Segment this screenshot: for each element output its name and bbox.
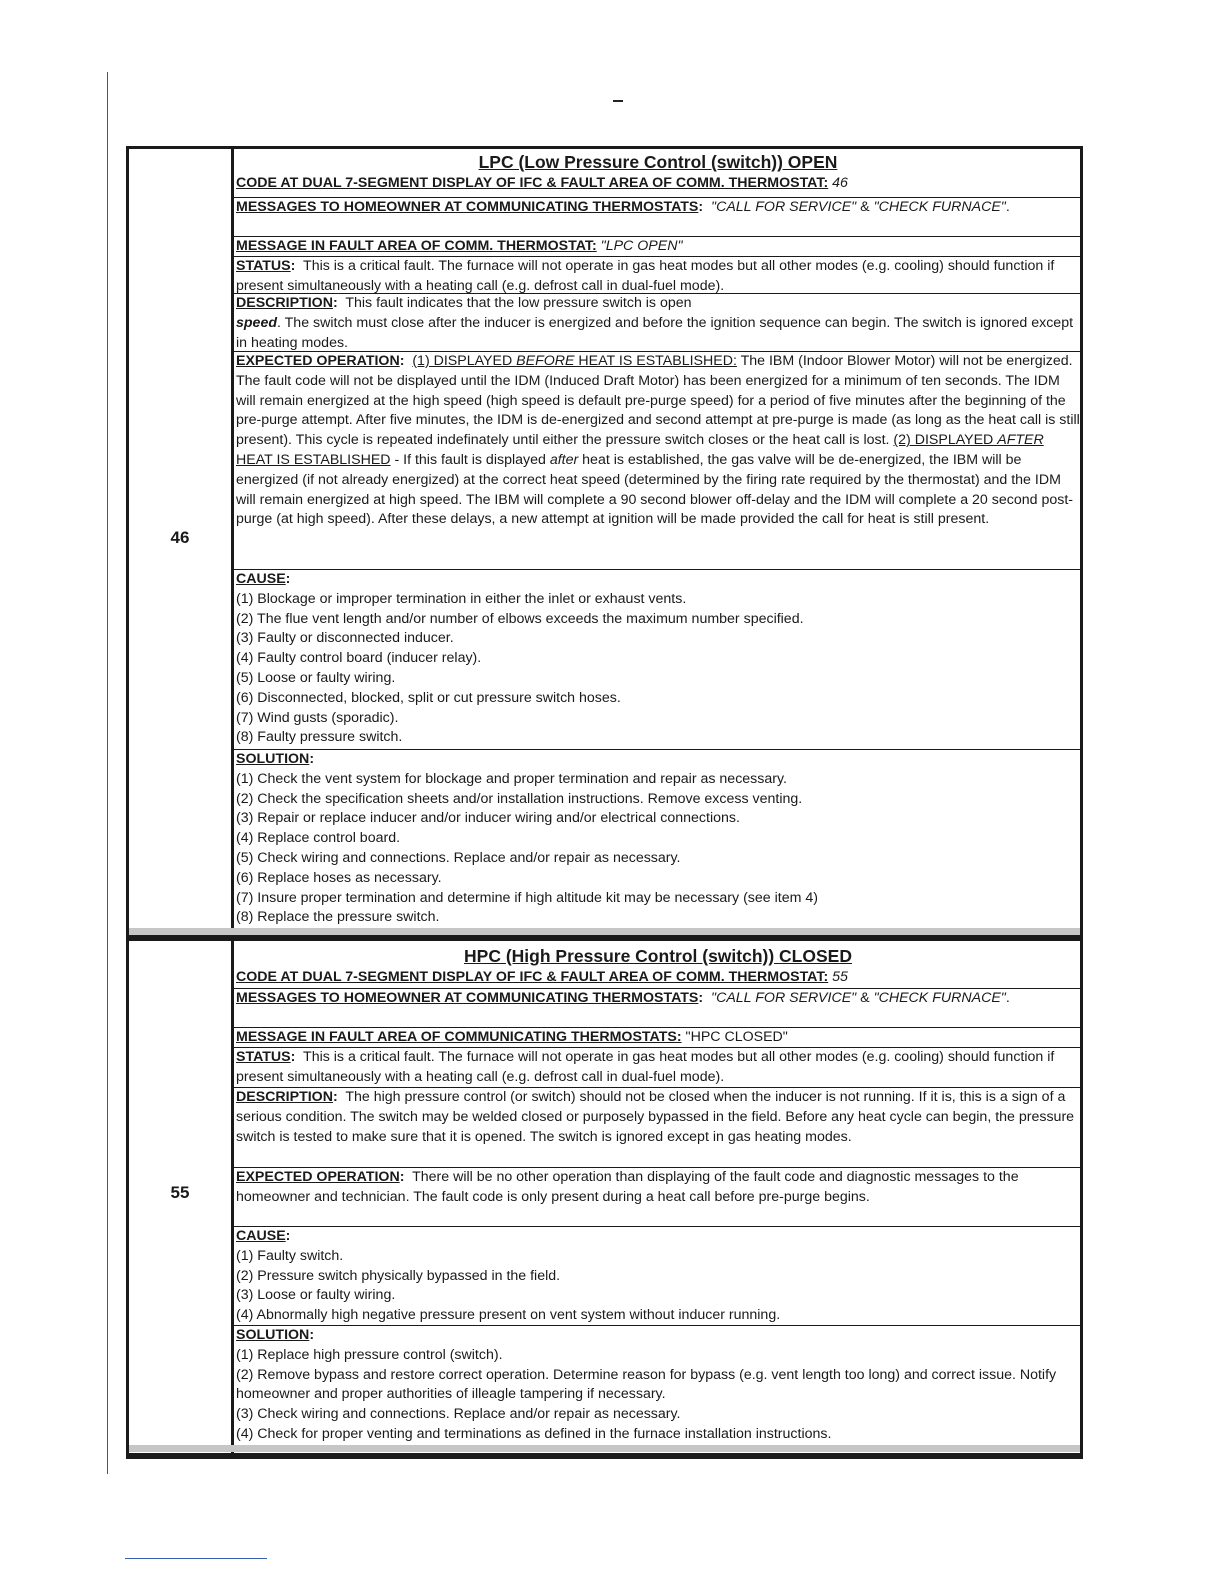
cause-item: (4) Faulty control board (inducer relay). (236, 650, 482, 667)
solution-item: (1) Replace high pressure control (switch). (236, 1346, 503, 1363)
expected-operation-label: EXPECTED OPERATION (236, 353, 400, 369)
cause-item: (1) Blockage or improper termination in either the inlet or exhaust vents. (236, 590, 687, 607)
expected-after-word: AFTER (997, 432, 1044, 449)
homeowner-messages-row: MESSAGES TO HOMEOWNER AT COMMUNICATING THERMOSTATS: "CALL FOR SERVICE" & "CHECK FURNACE". (234, 989, 1080, 1028)
cause-item: (3) Faulty or disconnected inducer. (236, 630, 454, 647)
homeowner-messages-label: MESSAGES TO HOMEOWNER AT COMMUNICATING THERMOSTATS (236, 990, 699, 1006)
homeowner-messages-row: MESSAGES TO HOMEOWNER AT COMMUNICATING THERMOSTATS: "CALL FOR SERVICE" & "CHECK FURNACE". (234, 198, 1080, 237)
cause-row: CAUSE: (1) Faulty switch. (2) Pressure switch physically bypassed in the field. (3) Loose or faulty wiring. (4) Abnormally high negative pressure present on vent system without inducer running. (234, 1227, 1080, 1326)
fault-code: 55 (170, 1183, 190, 1202)
fault-content (234, 941, 1080, 1453)
solution-item: (2) Remove bypass and restore correct operation. Determine reason for bypass (e.g. vent length too long) and correct issue. Notify homeowner and proper authorities of illeagle tampering if necessary. (236, 1366, 1057, 1403)
expected-before-suffix: HEAT IS ESTABLISHED: (574, 353, 737, 369)
cause-item: (2) The flue vent length and/or number of elbows exceeds the maximum number specified. (236, 610, 804, 627)
expected-after-italic: after (549, 451, 579, 468)
solution-item: (4) Check for proper venting and terminations as defined in the furnace installation instructions. (236, 1425, 832, 1442)
message-end: . (1005, 990, 1010, 1006)
message-call-for-service: "CALL FOR SERVICE" (711, 990, 857, 1006)
footnote-rule (125, 1558, 267, 1559)
expected-before-text: The IBM (Indoor Blower Motor) will not be energized. The fault code will not be displayed until the IDM (Induced Draft Motor) has been energized for a minimum of ten seconds. The IDM will remain energized at the high speed (high speed is default pre-purge speed) for a period of five minutes after the beginning of the pre-purge attempt. After five minutes, the IDM is de-energized and second attempt at pre-purge is made (as long as the heat call is still present). This cycle is repeated indefinately until either the pressure switch closes or the heat call is lost. (236, 353, 1080, 449)
solution-item: (7) Insure proper termination and determine if high altitude kit may be necessary (see item 4) (236, 889, 818, 906)
cause-row: CAUSE: (1) Blockage or improper termination in either the inlet or exhaust vents. (2) The flue vent length and/or number of elbows exceeds the maximum number specified. (3) Faulty or disconnected inducer. (4) Faulty control board (inducer relay). (5) Loose or faulty wiring. (6) Disconnected, blocked, split or cut pressure switch hoses. (7) Wind gusts (sporadic). (8) Faulty pressure switch. (234, 570, 1080, 750)
cause-item: (4) Abnormally high negative pressure present on vent system without inducer running. (236, 1307, 781, 1324)
code-value: 46 (832, 175, 848, 191)
solution-item: (6) Replace hoses as necessary. (236, 869, 442, 886)
fault-message-row (234, 1028, 1080, 1048)
cause-item: (3) Loose or faulty wiring. (236, 1287, 396, 1304)
fault-title: LPC (Low Pressure Control (switch)) OPEN (478, 152, 838, 172)
cause-item: (1) Faulty switch. (236, 1247, 344, 1264)
code-value: 55 (832, 969, 848, 985)
fault-message-row (234, 237, 1080, 257)
expected-operation-text: There will be no other operation than displaying of the fault code and diagnostic messages to the homeowner and technician. The fault code is only present during a heat call before pre-purge begins. (236, 1169, 1019, 1205)
fault-table-46 (126, 146, 1083, 940)
solution-item: (3) Check wiring and connections. Replace and/or repair as necessary. (236, 1406, 681, 1423)
expected-operation-label: EXPECTED OPERATION (236, 1169, 400, 1185)
cause-item: (2) Pressure switch physically bypassed in the field. (236, 1267, 561, 1284)
message-check-furnace: "CHECK FURNACE" (873, 199, 1006, 215)
fault-message-value: "LPC OPEN" (600, 238, 683, 254)
fault-table-55 (126, 938, 1083, 1459)
left-margin-rule (107, 72, 108, 1474)
description-text-2: . The switch must close after the inducer is energized and before the ignition sequence can begin. The switch is ignored except in heating modes. (236, 314, 1074, 351)
fault-code-column (129, 149, 234, 934)
cause-item: (7) Wind gusts (sporadic). (236, 709, 399, 726)
solution-label: SOLUTION (236, 751, 310, 767)
solution-row: SOLUTION: (1) Check the vent system for blockage and proper termination and repair as necessary. (2) Check the specification sheets and/or installation instructions. Remove excess venting. (3) Repair or replace inducer and/or inducer wiring and/or electrical connections. (4) Replace control board. (5) Check wiring and connections. Replace and/or repair as necessary. (6) Replace hoses as necessary. (7) Insure proper termination and determine if high altitude kit may be necessary (see item 4) (8) Replace the pressure switch. (234, 750, 1080, 930)
code-row (234, 968, 1080, 989)
solution-row: SOLUTION: (1) Replace high pressure control (switch). (2) Remove bypass and restore correct operation. Determine reason for bypass (e.g. vent length too long) and correct issue. Notify homeowner and proper authorities of illeagle tampering if necessary. (3) Check wiring and connections. Replace and/or repair as necessary. (4) Check for proper venting and terminations as defined in the furnace installation instructions. (234, 1326, 1080, 1446)
message-separator: & (856, 990, 874, 1006)
expected-before-heading (412, 353, 737, 369)
message-check-furnace: "CHECK FURNACE" (873, 990, 1006, 1006)
message-separator: & (856, 199, 874, 215)
description-label: DESCRIPTION (236, 1089, 333, 1105)
fault-message-label: MESSAGE IN FAULT AREA OF COMM. THERMOSTAT: (236, 238, 597, 254)
message-end: . (1005, 199, 1010, 215)
description-text: This fault indicates that the low pressure switch is open (345, 295, 692, 311)
code-label: CODE AT DUAL 7-SEGMENT DISPLAY OF IFC & FAULT AREA OF COMM. THERMOSTAT: (236, 175, 829, 191)
solution-item: (8) Replace the pressure switch. (236, 909, 440, 926)
fault-code-column (129, 941, 234, 1453)
top-mark (613, 100, 623, 102)
message-call-for-service: "CALL FOR SERVICE" (711, 199, 857, 215)
solution-item: (2) Check the specification sheets and/or installation instructions. Remove excess venting. (236, 790, 803, 807)
solution-item: (4) Replace control board. (236, 830, 401, 847)
solution-label: SOLUTION (236, 1327, 310, 1343)
status-text: This is a critical fault. The furnace will not operate in gas heat modes but all other modes (e.g. cooling) should function if present simultaneously with a heating call (e.g. defrost call in dual-fuel mode). (236, 1049, 1055, 1085)
fault-message-label: MESSAGE IN FAULT AREA OF COMMUNICATING THERMOSTATS: (236, 1029, 682, 1045)
expected-after-suffix: HEAT IS ESTABLISHED (236, 451, 391, 468)
status-text: This is a critical fault. The furnace will not operate in gas heat modes but all other modes (e.g. cooling) should function if present simultaneously with a heating call (e.g. defrost call in dual-fuel mode). (236, 258, 1055, 294)
description-speed: speed (236, 314, 278, 331)
description-label: DESCRIPTION (236, 295, 333, 311)
fault-message-value: "HPC CLOSED" (685, 1029, 788, 1045)
cause-label: CAUSE (236, 571, 286, 587)
expected-operation-row: EXPECTED OPERATION: There will be no other operation than displaying of the fault code and diagnostic messages to the homeowner and technician. The fault code is only present during a heat call before pre-purge begins. (234, 1168, 1080, 1227)
description-text: The high pressure control (or switch) should not be closed when the inducer is not running. If it is, this is a sign of a serious condition. The switch may be welded closed or purposely bypassed in the field. Before any heat cycle can begin, the pressure switch is tested to make sure that it is opened. The switch is ignored except in gas heating modes. (236, 1089, 1075, 1145)
table-separator-bar (129, 1445, 1080, 1452)
cause-item: (6) Disconnected, blocked, split or cut pressure switch hoses. (236, 689, 621, 706)
status-label: STATUS (236, 258, 291, 274)
code-row (234, 174, 1080, 198)
status-label: STATUS (236, 1049, 291, 1065)
status-row: STATUS: This is a critical fault. The furnace will not operate in gas heat modes but all other modes (e.g. cooling) should function if present simultaneously with a heating call (e.g. defrost call in dual-fuel mode). (234, 1048, 1080, 1088)
solution-item: (1) Check the vent system for blockage and proper termination and repair as necessary. (236, 770, 787, 787)
fault-code: 46 (170, 528, 190, 547)
description-row: DESCRIPTION: This fault indicates that the low pressure switch is open speed. The switch must close after the inducer is energized and before the ignition sequence can begin. The switch is ignored except in heating modes. (234, 294, 1080, 352)
expected-before-prefix: (1) DISPLAYED (412, 353, 517, 369)
expected-after-text-a: - If this fault is displayed (390, 451, 550, 468)
table-separator-bar (129, 928, 1080, 935)
cause-item: (8) Faulty pressure switch. (236, 729, 403, 746)
description-row: DESCRIPTION: The high pressure control (or switch) should not be closed when the inducer is not running. If it is, this is a sign of a serious condition. The switch may be welded closed or purposely bypassed in the field. Before any heat cycle can begin, the pressure switch is tested to make sure that it is opened. The switch is ignored except in gas heating modes. (234, 1088, 1080, 1168)
expected-after-prefix: (2) DISPLAYED (893, 432, 998, 449)
cause-item: (5) Loose or faulty wiring. (236, 669, 396, 686)
solution-item: (5) Check wiring and connections. Replace and/or repair as necessary. (236, 849, 681, 866)
expected-before-word: BEFORE (516, 353, 575, 369)
fault-content (234, 149, 1080, 934)
solution-item: (3) Repair or replace inducer and/or inducer wiring and/or electrical connections. (236, 810, 740, 827)
cause-label: CAUSE (236, 1228, 286, 1244)
status-row: STATUS: This is a critical fault. The furnace will not operate in gas heat modes but all other modes (e.g. cooling) should function if present simultaneously with a heating call (e.g. defrost call in dual-fuel mode). (234, 257, 1080, 294)
expected-operation-row: EXPECTED OPERATION: (1) DISPLAYED BEFORE HEAT IS ESTABLISHED: The IBM (Indoor Blower Motor) will not be energized. The fault code will not be displayed until the IDM (Induced Draft Motor) has been energized for a minimum of ten seconds. The IDM will remain energized at the high speed (high speed is default pre-purge speed) for a period of five minutes after the beginning of the pre-purge attempt. After five minutes, the IDM is de-energized and second attempt at pre-purge is made (as long as the heat call is still present). This cycle is repeated indefinately until either the pressure switch closes or the heat call is lost. (2) DISPLAYED AFTER HEAT IS ESTABLISHED - If this fault is displayed after heat is established, the gas valve will be de-energized, the IBM will be energized (if not already energized) at the correct heat speed (determined by the firing rate required by the thermostat) and the IDM will remain energized at high speed. The IBM will complete a 90 second blower off-delay and the IDM will complete a 20 second post-purge (at high speed). After these delays, a new attempt at ignition will be made provided the call for heat is still present. (234, 352, 1080, 570)
expected-after-text-b: heat is established, the gas valve will be de-energized, the IBM will be energized (if not already energized) at the correct heat speed (determined by the firing rate required by the thermostat) and the IDM will remain energized at high speed. The IBM will complete a 90 second blower off-delay and the IDM will complete a 20 second post-purge (at high speed). After these delays, a new attempt at ignition will be made provided the call for heat is still present. (236, 451, 1073, 528)
fault-title: HPC (High Pressure Control (switch)) CLOSED (464, 946, 852, 966)
code-label: CODE AT DUAL 7-SEGMENT DISPLAY OF IFC & FAULT AREA OF COMM. THERMOSTAT: (236, 969, 829, 985)
homeowner-messages-label: MESSAGES TO HOMEOWNER AT COMMUNICATING THERMOSTATS (236, 199, 699, 215)
